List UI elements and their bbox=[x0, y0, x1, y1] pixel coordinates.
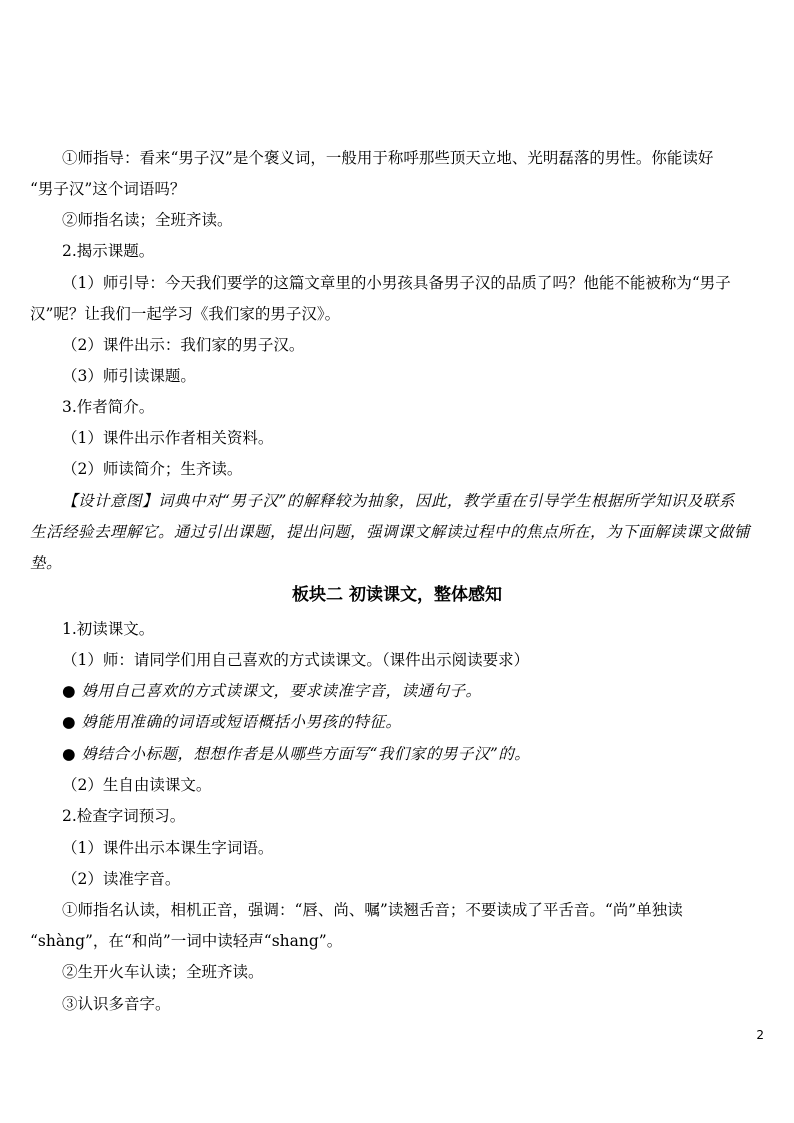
paragraph-line: “男子汉”这个词语吗？ bbox=[30, 180, 186, 198]
design-intent-line: 【设计意图】词典中对“男子汉”的解释较为抽象，因此，教学重在引导学生根据所学知识及联系 bbox=[62, 492, 735, 510]
paragraph-line: （1）师：请同学们用自己喜欢的方式读课文。（课件出示阅读要求） bbox=[62, 651, 530, 669]
bullet-item: ● 㛛结合小标题，想想作者是从哪些方面写“我们家的男子汉”的。 bbox=[62, 745, 531, 763]
bullet-item: ● 㛛用自己喜欢的方式读课文，要求读准字音，读通句子。 bbox=[62, 682, 482, 700]
paragraph-line: ①师指名认读，相机正音，强调：“唇、尚、嘱”读翘舌音；不要读成了平舌音。“尚”单独读 bbox=[62, 901, 683, 919]
paragraph-line: 汉”呢？让我们一起学习《我们家的男子汉》。 bbox=[30, 305, 341, 323]
paragraph-line: （1）课件出示本课生字词语。 bbox=[62, 839, 274, 857]
paragraph-line: （2）读准字音。 bbox=[62, 870, 181, 888]
paragraph-line: （2）课件出示：我们家的男子汉。 bbox=[62, 336, 305, 354]
page-number: 2 bbox=[756, 1028, 764, 1042]
paragraph-line: （2）师读简介；生齐读。 bbox=[62, 460, 243, 478]
paragraph-line: 2.揭示课题。 bbox=[62, 242, 155, 260]
paragraph-line: （1）课件出示作者相关资料。 bbox=[62, 429, 274, 447]
paragraph-line: （2）生自由读课文。 bbox=[62, 776, 212, 794]
section-heading: 板块二 初读课文，整体感知 bbox=[292, 585, 502, 605]
paragraph-line: 1.初读课文。 bbox=[62, 620, 155, 638]
design-intent-line: 生活经验去理解它。通过引出课题，提出问题，强调课文解读过程中的焦点所在，为下面解读课文做铺 bbox=[30, 523, 751, 541]
paragraph-line: 3.作者简介。 bbox=[62, 398, 155, 416]
paragraph-line: ①师指导：看来“男子汉”是个褒义词，一般用于称呼那些顶天立地、光明磊落的男性。你能读好 bbox=[62, 149, 714, 167]
bullet-item: ● 㛛能用准确的词语或短语概括小男孩的特征。 bbox=[62, 713, 402, 731]
paragraph-line: （1）师引导：今天我们要学的这篇文章里的小男孩具备男子汉的品质了吗？他能不能被称为“男子 bbox=[62, 274, 731, 292]
paragraph-line: ②生开火车认读；全班齐读。 bbox=[62, 963, 264, 981]
paragraph-line: “shàng”，在“和尚”一词中读轻声“shang”。 bbox=[30, 932, 343, 950]
paragraph-line: ②师指名读；全班齐读。 bbox=[62, 211, 233, 229]
paragraph-line: （3）师引读课题。 bbox=[62, 367, 196, 385]
design-intent-line: 垫。 bbox=[30, 554, 63, 572]
paragraph-line: 2.检查字词预习。 bbox=[62, 807, 186, 825]
paragraph-line: ③认识多音字。 bbox=[62, 995, 171, 1013]
